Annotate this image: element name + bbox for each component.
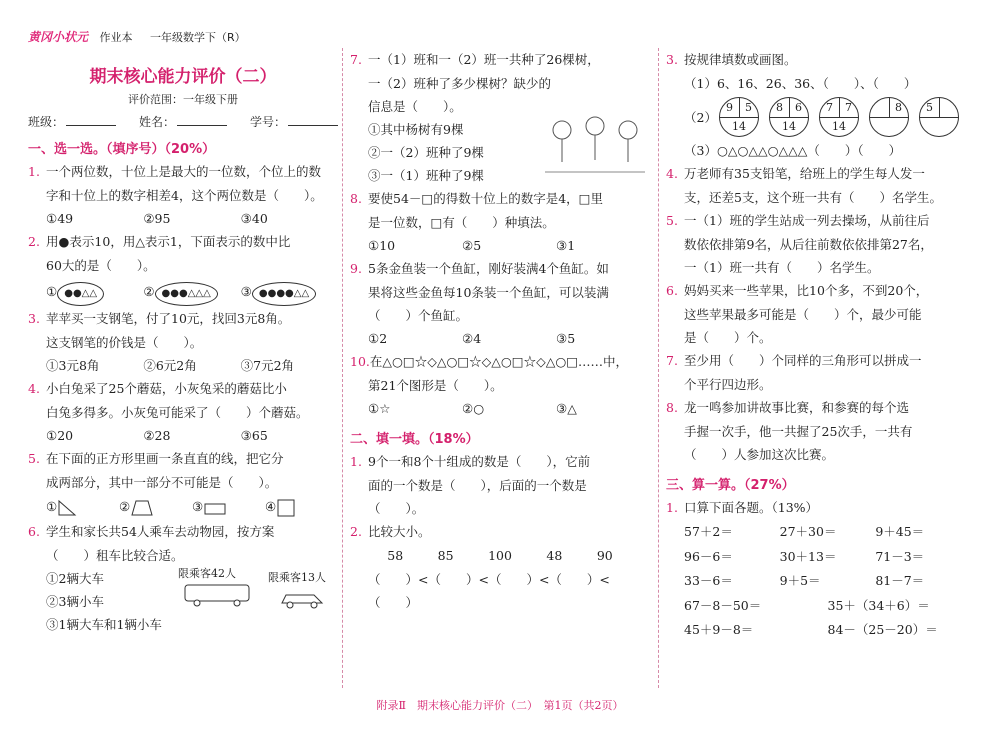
section-title: 一、选一选。（填序号）（20%） bbox=[28, 142, 216, 157]
question: 6. 学生和家长共54人乘车去动物园，按方案 bbox=[28, 524, 275, 539]
name-label: 姓名： bbox=[138, 115, 175, 129]
number-circle[interactable]: 5 bbox=[919, 97, 959, 137]
number-circle: 8 6 14 bbox=[769, 97, 809, 137]
question: 8. 龙一鸣参加讲故事比赛，和参赛的每个选 bbox=[666, 400, 910, 415]
bus-label: 限乘客42人 bbox=[178, 567, 236, 580]
number-circles bbox=[717, 97, 959, 137]
options: ①2 ②4 ③5 bbox=[368, 331, 576, 346]
rectangle-icon bbox=[203, 501, 227, 515]
trapezoid-icon bbox=[130, 499, 154, 517]
class-label: 班级： bbox=[28, 115, 65, 129]
number-circle[interactable]: 8 bbox=[869, 97, 909, 137]
question: 1. 9个一和8个十组成的数是（ ），它前 bbox=[350, 454, 591, 469]
compare-numbers: 58 85 100 48 90 bbox=[387, 548, 613, 563]
number-circle: 9 5 14 bbox=[719, 97, 759, 137]
column-3: 3. 按规律填数或画图。 （1）6、16、26、36、（ ）、（ ） （2） 9 5 14 8 6 14 7 7 14 8 5 （3）○△○△△○△△△（ ）（ ） 4. 万老师有35支铅笔，给班上的学生每人发一 支，还差5支，这个班一共有（ ）名学生。 5. 一（1）班的学生站成一列去操场，从前往后 数依依排第9名，从后往前数依依排第27名， 一（1）班一共有（ ）名学生。 6. 妈妈买来一些苹果，比10个多，不到20个， 这些苹果最多可能是（ ）个，最少可能 是（ ）个。 7. 至少用（ ）个同样的三角形可以拼成一 个平行四边形。 8. 龙一鸣参加讲故事比赛，和参赛的每个选 手握一次手，他一共握了25次手，一共有 （ ）人参加这次比赛。 三、算一算。（27%） 1. 口算下面各题。（13%） 57＋2＝ 27＋30＝ 9＋45＝ 96－6＝ 30＋13＝ 71－3＝ 33－6＝ 9＋5＝ 81－7＝ 67－8－50＝ 35＋（34＋6）＝ 45＋9－8＝ 84－（25－20）＝ bbox=[666, 48, 971, 643]
class-field[interactable] bbox=[66, 125, 116, 126]
options: ① ② ③ ④ bbox=[28, 494, 338, 520]
options: ①3元8角 ②6元2角 ③7元2角 bbox=[46, 358, 295, 373]
square-icon bbox=[276, 498, 296, 518]
car-label: 限乘客13人 bbox=[268, 571, 326, 584]
question: 1. 口算下面各题。（13%） bbox=[666, 500, 819, 515]
page-title: 期末核心能力评价（二） bbox=[89, 67, 277, 87]
compare-blanks[interactable]: （ ）<（ ）<（ ）<（ ）<（ ） bbox=[368, 572, 610, 610]
options: ①10 ②5 ③1 bbox=[368, 238, 576, 253]
page-header bbox=[28, 28, 246, 45]
name-field[interactable] bbox=[177, 125, 227, 126]
question: 7. 至少用（ ）个同样的三角形可以拼成一 bbox=[666, 353, 922, 368]
question: 4. 万老师有35支铅笔，给班上的学生每人发一 bbox=[666, 166, 925, 181]
column-divider bbox=[342, 48, 343, 688]
dot-group: ●●△△ bbox=[57, 282, 104, 306]
section-title: 二、填一填。（18%） bbox=[350, 432, 479, 447]
page-footer: 附录Ⅱ 期末核心能力评价（二） 第1页（共2页） bbox=[376, 699, 624, 712]
children-planting-illustration bbox=[540, 112, 650, 182]
brand-logo: 黄冈小状元 bbox=[28, 30, 89, 44]
options: ①49 ②95 ③40 bbox=[46, 211, 268, 226]
dot-group: ●●●●△△ bbox=[252, 282, 316, 306]
question: 5. 在下面的正方形里画一条直直的线，把它分 bbox=[28, 451, 284, 466]
question: 7. 一（1）班和一（2）班一共种了26棵树， bbox=[350, 52, 600, 67]
calc-grid: 67－8－50＝ 35＋（34＋6）＝ 45＋9－8＝ 84－（25－20）＝ bbox=[684, 597, 938, 637]
car-icon bbox=[278, 587, 328, 609]
options: ① ●●△△ ② ●●●△△△ ③ ●●●●△△ bbox=[28, 277, 338, 307]
dot-group: ●●●△△△ bbox=[155, 282, 218, 306]
options: ①☆ ②○ ③△ bbox=[368, 401, 577, 416]
question: 3. 苹苹买一支钢笔，付了10元，找回3元8角。 bbox=[28, 311, 291, 326]
book-type: 作业本 bbox=[99, 31, 133, 44]
triangle-icon bbox=[57, 499, 77, 517]
grade-label: 一年级数学下（R） bbox=[150, 31, 246, 44]
number-circle: 7 7 14 bbox=[819, 97, 859, 137]
question: 2. 用●表示10，用△表示1，下面表示的数中比 bbox=[28, 234, 291, 249]
question: 9. 5条金鱼装一个鱼缸，刚好装满4个鱼缸。如 bbox=[350, 261, 609, 276]
column-divider bbox=[658, 48, 659, 688]
id-field[interactable] bbox=[288, 125, 338, 126]
calc-grid: 57＋2＝ 27＋30＝ 9＋45＝ 96－6＝ 30＋13＝ 71－3＝ 33－6＝ 9＋5＝ 81－7＝ bbox=[684, 524, 925, 588]
question: 8. 要使54－□的得数十位上的数字是4，□里 bbox=[350, 191, 603, 206]
column-2: 7. 一（1）班和一（2）班一共种了26棵树， 一（2）班种了多少棵树？缺少的 信息是（ ）。 ①其中杨树有9棵 ②一（2）班种了9棵 ③一（1）班种了9棵 8. 要使54－□的得数十位上的数字是4，□里 是一位数，□有（ ）种填法。 ①10 ②5 ③1 9. 5条金鱼装一个鱼缸，刚好装满4个鱼缸。如 果将这些金鱼每10条装一个鱼缸，可以装满 （ ）个鱼缸。 ①2 ②4 ③5 10. 在△○□☆◇△○□☆◇△○□☆◇△○□……中， 第21个图形是（ ）。 ①☆ ②○ ③△ 二、填一填。（18%） 1. 9个一和8个十组成的数是（ ），它前 面的一个数是（ ），后面的一个数是 （ ）。 2. 比较大小。 58 85 100 48 90 （ ）<（ ）<（ ）<（ ）<（ ） bbox=[350, 48, 650, 614]
question: 3. 按规律填数或画图。 bbox=[666, 52, 797, 67]
options: ①20 ②28 ③65 bbox=[46, 428, 268, 443]
column-1: 期末核心能力评价（二） 评价范围：一年级下册 班级： 姓名： 学号： 一、选一选。（填序号）（20%） 1. 一个两位数，十位上是最大的一位数，个位上的数 字和十位上的数字相差4，这个两位数是（ ）。 ①49 ②95 ③40 2. 用●表示10，用△表示1，下面表示的数中比 60大的是（ ）。 ① ●●△△ ② ●●●△△△ ③ ●●●●△△ 3. 苹苹买一支钢笔，付了10元，找回3元8角。 这支钢笔的价钱是（ ）。 ①3元8角 ②6元2角 ③7元2角 4. 小白兔采了25个蘑菇，小灰兔采的蘑菇比小 白兔多得多。小灰兔可能采了（ ）个蘑菇。 ①20 ②28 ③65 5. 在下面的正方形里画一条直直的线，把它分 成两部分，其中一部分不可能是（ ）。 ① ② ③ ④ 6. 学生和家长共54人乘车去动物园，按方案 （ ）租车比较合适。 ①2辆大车 ②3辆小车 ③1辆大车和1辆小车 限乘客42人 限乘客13人 bbox=[28, 48, 338, 637]
student-info bbox=[28, 113, 338, 130]
question: 10. 在△○□☆◇△○□☆◇△○□☆◇△○□……中， bbox=[350, 354, 629, 369]
question: 2. 比较大小。 bbox=[350, 524, 431, 539]
question: 6. 妈妈买来一些苹果，比10个多，不到20个， bbox=[666, 283, 929, 298]
question: 5. 一（1）班的学生站成一列去操场，从前往后 bbox=[666, 213, 930, 228]
id-label: 学号： bbox=[249, 115, 286, 129]
question: 4. 小白兔采了25个蘑菇，小灰兔采的蘑菇比小 bbox=[28, 381, 287, 396]
bus-icon bbox=[183, 583, 253, 607]
page-subtitle: 评价范围：一年级下册 bbox=[128, 93, 238, 106]
question: 1. 一个两位数，十位上是最大的一位数，个位上的数 bbox=[28, 164, 322, 179]
section-title: 三、算一算。（27%） bbox=[666, 478, 795, 493]
